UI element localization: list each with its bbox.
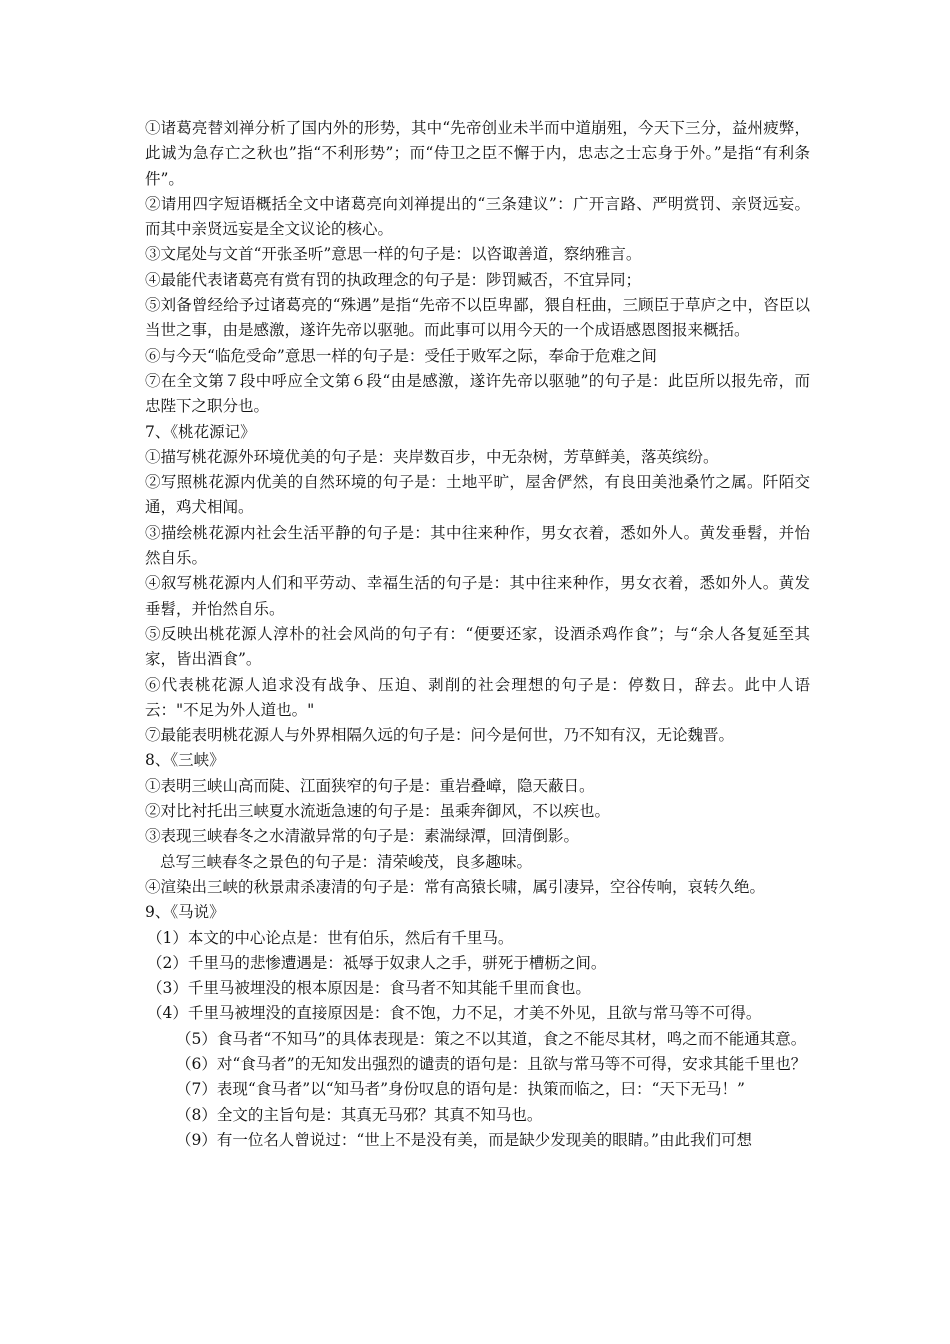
paragraph: 总写三峡春冬之景色的句子是：清荣峻茂，良多趣味。	[160, 852, 533, 871]
paragraph: （1）本文的中心论点是：世有伯乐，然后有千里马。	[147, 928, 514, 947]
paragraph: ②写照桃花源内优美的自然环境的句子是：土地平旷，屋舍俨然，有良田美池桑竹之属。阡陌交通，鸡犬相闻。	[145, 473, 810, 517]
paragraph: ⑦在全文第７段中呼应全文第６段“由是感激，遂许先帝以驱驰”的句子是：此臣所以报先帝，而忠陛下之职分也。	[145, 371, 810, 416]
paragraph: （2）千里马的悲惨遭遇是：祗辱于奴隶人之手，骈死于槽枥之间。	[147, 953, 607, 972]
paragraph: ②对比衬托出三峡夏水流逝急速的句子是：虽乘奔御风，不以疾也。	[145, 802, 611, 821]
paragraph: ④叙写桃花源内人们和平劳动、幸福生活的句子是：其中往来种作，男女衣着，悉如外人。黄发垂髫，并怡然自乐。	[145, 574, 810, 618]
paragraph: ④渲染出三峡的秋景肃杀凄清的句子是：常有高猿长啸，属引凄异，空谷传响，哀转久绝。	[145, 877, 766, 896]
paragraph: ⑥与今天“临危受命”意思一样的句子是：受任于败军之际，奉命于危难之间	[145, 346, 657, 365]
paragraph: ①诸葛亮替刘禅分析了国内外的形势，其中“先帝创业未半而中道崩殂，今天下三分，益州疲弊，此诚为急存亡之秋也”指“不利形势”；而“侍卫之臣不懈于内，忠志之士忘身于外。”是指“有利条件”。	[145, 119, 810, 188]
paragraph: ③表现三峡春冬之水清澈异常的句子是：素湍绿潭，回清倒影。	[145, 827, 580, 846]
section-heading: 9、《马说》	[145, 903, 225, 922]
paragraph: ⑥代表桃花源人追求没有战争、压迫、剥削的社会理想的句子是：停数日，辞去。此中人语云："不足为外人道也。"	[145, 675, 810, 719]
paragraph: （6）对“食马者”的无知发出强烈的谴责的语句是：且欲与常马等不可得，安求其能千里也？	[176, 1054, 807, 1073]
paragraph: ③描绘桃花源内社会生活平静的句子是：其中往来种作，男女衣着，悉如外人。黄发垂髫，并怡然自乐。	[145, 523, 810, 568]
paragraph: （4）千里马被埋没的直接原因是：食不饱，力不足，才美不外见，且欲与常马等不可得。	[147, 1004, 762, 1023]
section-heading: 7、《桃花源记》	[145, 422, 256, 441]
paragraph: ②请用四字短语概括全文中诸葛亮向刘禅提出的“三条建议”：广开言路、严明赏罚、亲贤远妄。而其中亲贤远妄是全文议论的核心。	[145, 194, 810, 239]
paragraph: （5）食马者“不知马”的具体表现是：策之不以其道，食之不能尽其材，鸣之而不能通其意。	[176, 1029, 807, 1048]
paragraph: （9）有一位名人曾说过：“世上不是没有美，而是缺少发现美的眼睛。”由此我们可想	[176, 1130, 752, 1149]
section-heading: 8、《三峡》	[145, 751, 225, 770]
paragraph: ⑦最能表明桃花源人与外界相隔久远的句子是：问今是何世，乃不知有汉，无论魏晋。	[145, 726, 735, 745]
paragraph: ①表明三峡山高而陡、江面狭窄的句子是：重岩叠嶂，隐天蔽日。	[145, 776, 595, 795]
paragraph: ①描写桃花源外环境优美的句子是：夹岸数百步，中无杂树，芳草鲜美，落英缤纷。	[145, 447, 719, 466]
document-page	[145, 116, 810, 1153]
paragraph: ④最能代表诸葛亮有赏有罚的执政理念的句子是：陟罚臧否，不宜异同；	[145, 270, 642, 289]
paragraph: ⑤刘备曾经给予过诸葛亮的“殊遇”是指“先帝不以臣卑鄙，猥自枉曲，三顾臣于草庐之中，咨臣以当世之事，由是感激，遂许先帝以驱驰。而此事可以用今天的一个成语感恩图报来概括。	[145, 296, 810, 340]
paragraph: ③文尾处与文首“开张圣听”意思一样的句子是：以咨诹善道，察纳雅言。	[145, 245, 642, 264]
paragraph: （3）千里马被埋没的根本原因是：食马者不知其能千里而食也。	[147, 979, 591, 998]
paragraph: （7）表现“食马者”以“知马者”身份叹息的语句是：执策而临之，曰：“天下无马！”	[176, 1080, 745, 1099]
paragraph: ⑤反映出桃花源人淳朴的社会风尚的句子有：“便要还家，设酒杀鸡作食”；与“余人各复延至其家，皆出酒食”。	[145, 624, 810, 669]
paragraph: （8）全文的主旨句是：其真无马邪？其真不知马也。	[176, 1105, 543, 1124]
